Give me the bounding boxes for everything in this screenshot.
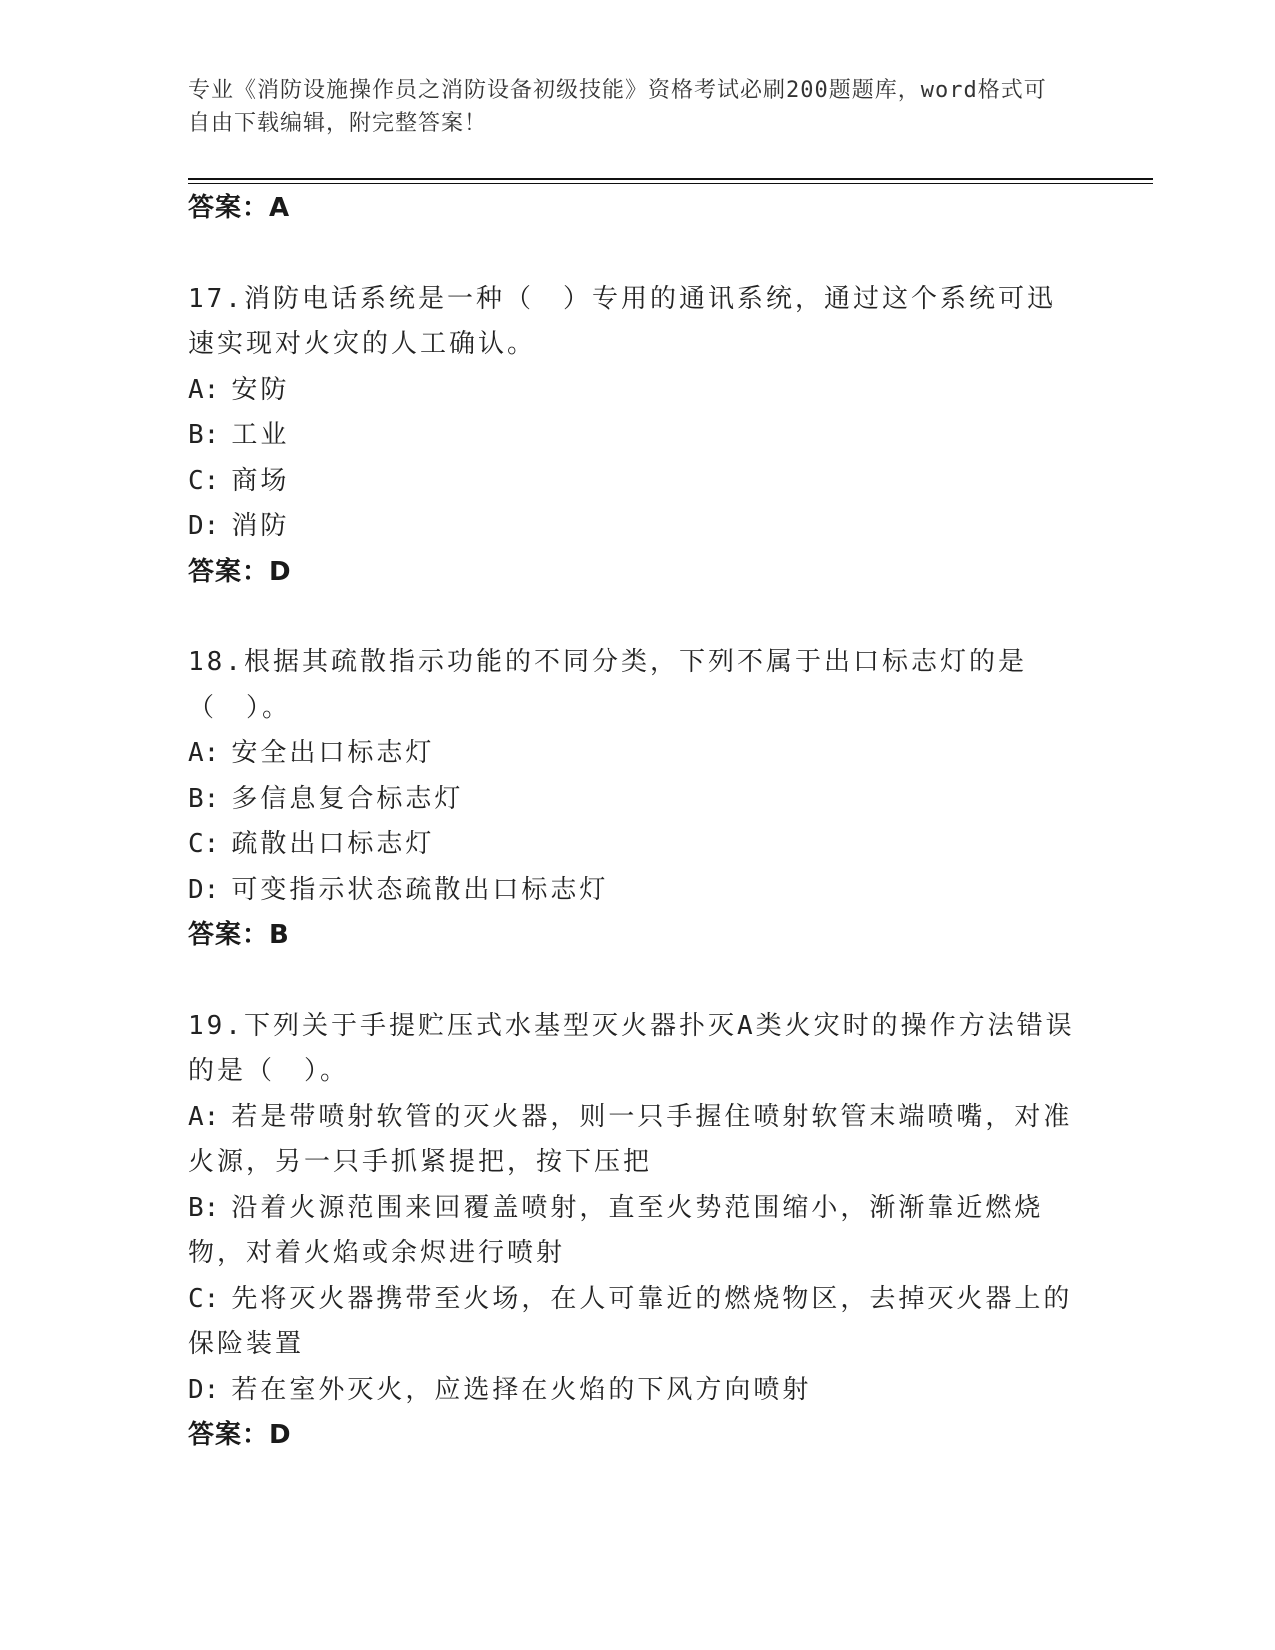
question-19: [188, 1004, 1078, 1459]
option-a: [188, 368, 1078, 414]
option-b: [188, 413, 1078, 459]
answer-line: 答案：D: [188, 1420, 292, 1450]
option-d: [188, 1368, 1078, 1414]
option-text: 安全出口标志灯: [231, 738, 435, 768]
option-d: [188, 868, 1078, 914]
option-label: D:: [188, 874, 220, 905]
option-label: C:: [188, 829, 220, 859]
option-label: B:: [188, 420, 220, 450]
option-d: [188, 504, 1078, 550]
option-text: 多信息复合标志灯: [231, 783, 464, 814]
question-18: [188, 640, 1078, 959]
option-label: A:: [188, 738, 220, 768]
option-c: [188, 1277, 1078, 1368]
option-c: [188, 822, 1078, 868]
option-text: 若在室外灭火，应选择在火焰的下风方向喷射: [231, 1374, 812, 1405]
option-label: B:: [188, 783, 220, 814]
option-label: D:: [188, 1374, 220, 1405]
option-text: 沿着火源范围来回覆盖喷射，直至火势范围缩小，渐渐靠近燃烧物，对着火焰或余烬进行喷射: [188, 1192, 1044, 1268]
option-c: [188, 459, 1078, 505]
question-stem: 18.根据其疏散指示功能的不同分类，下列不属于出口标志灯的是（ ）。: [188, 647, 1027, 723]
question-17: [188, 277, 1078, 596]
option-label: A:: [188, 1101, 220, 1132]
question-stem: 19.下列关于手提贮压式水基型灭火器扑灭A类火灾时的操作方法错误的是（ ）。: [188, 1010, 1075, 1086]
option-text: 消防: [231, 511, 290, 541]
option-a: [188, 1095, 1078, 1186]
option-text: 疏散出口标志灯: [231, 829, 435, 859]
option-text: 若是带喷射软管的灭火器，则一只手握住喷射软管末端喷嘴，对准火源，另一只手抓紧提把，按下压把: [188, 1101, 1073, 1177]
option-a: [188, 731, 1078, 777]
answer-line: 答案：D: [188, 556, 292, 587]
option-label: B:: [188, 1192, 220, 1223]
option-label: A:: [188, 374, 220, 405]
answer-line: 答案：B: [188, 920, 290, 950]
header-rule-thick: [188, 178, 1153, 180]
option-text: 商场: [231, 465, 290, 496]
answer-line: 答案：A: [188, 193, 291, 223]
option-b: [188, 777, 1078, 823]
option-label: C:: [188, 1283, 220, 1314]
option-label: D:: [188, 511, 220, 541]
option-b: [188, 1186, 1078, 1277]
option-text: 安防: [231, 374, 290, 405]
option-text: 可变指示状态疏散出口标志灯: [231, 874, 609, 905]
question-stem: 17.消防电话系统是一种（ ）专用的通讯系统，通过这个系统可迅速实现对火灾的人工确认。: [188, 283, 1056, 359]
option-text: 工业: [231, 420, 290, 450]
document-header: 专业《消防设施操作员之消防设备初级技能》资格考试必刷200题题库，word格式可自由下载编辑，附完整答案！: [188, 78, 1047, 136]
question-content: [188, 186, 1078, 1459]
option-text: 先将灭火器携带至火场，在人可靠近的燃烧物区，去掉灭火器上的保险装置: [188, 1283, 1073, 1359]
option-label: C:: [188, 465, 220, 496]
header-rule-thin: [188, 183, 1153, 184]
